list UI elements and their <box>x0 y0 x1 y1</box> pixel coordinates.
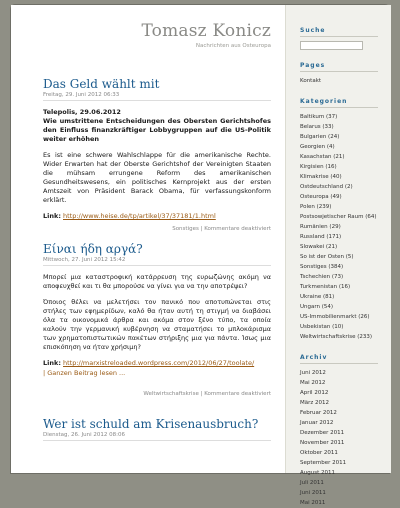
post-link-row <box>43 359 271 367</box>
post <box>11 417 285 441</box>
category-item-link[interactable]: Kasachstan (21) <box>300 154 345 160</box>
category-item[interactable] <box>300 162 391 172</box>
post-title[interactable]: Das Geld wählt mit <box>43 77 160 91</box>
category-item-link[interactable]: Belarus (33) <box>300 124 334 130</box>
category-item[interactable] <box>300 112 391 122</box>
category-item[interactable] <box>300 142 391 152</box>
category-item-link[interactable]: Slowakei (21) <box>300 244 338 250</box>
category-item-link[interactable]: So ist der Osten (5) <box>300 254 354 260</box>
archive-item[interactable] <box>300 498 391 508</box>
category-item[interactable] <box>300 182 391 192</box>
category-item[interactable] <box>300 292 391 302</box>
post-body: Es ist eine schwere Wahlschlappe für die amerikanische Rechte. Wider Erwarten hat der Oberste Gerichtshof der Vereinigten Staaten die mühsam errungene Reform des amerikanischen Gesundheitswesens, ein politisches Kernprojekt aus der ersten Amtszeit von Präsident Barack Obama, für verfassungskonform erklärt. <box>43 151 271 204</box>
full-post-row <box>43 369 271 377</box>
archive-item-link[interactable]: Januar 2012 <box>300 420 334 426</box>
category-item-link[interactable]: Klimakrise (40) <box>300 174 342 180</box>
category-item-link[interactable]: Baltikum (37) <box>300 114 338 120</box>
category-item[interactable] <box>300 282 391 292</box>
post-link[interactable]: http://marxistreloaded.wordpress.com/2012/06/27/toolate/ <box>63 359 255 367</box>
archive-item[interactable] <box>300 428 391 438</box>
category-item-link[interactable]: Sonstiges (384) <box>300 264 344 270</box>
category-item[interactable] <box>300 312 391 322</box>
archive-item[interactable] <box>300 488 391 498</box>
archive-item-link[interactable]: März 2012 <box>300 400 330 406</box>
site-header <box>11 5 285 65</box>
category-item-link[interactable]: Postsowjetischer Raum (64) <box>300 214 377 220</box>
category-item-link[interactable]: Ostdeutschland (2) <box>300 184 353 190</box>
search-heading: Suche <box>300 27 378 37</box>
site-title[interactable]: Tomasz Konicz <box>141 21 271 41</box>
post-lead-text: Telepolis, 29.06.2012 Wie umstrittene Entscheidungen des Obersten Gerichtshofes den Einfluss finanzkräftiger Lobbygruppen auf die US-Politik weiter erhöhen <box>43 108 271 143</box>
post-category-link[interactable]: Sonstiges <box>172 226 199 232</box>
category-item-link[interactable]: Bulgarien (24) <box>300 134 340 140</box>
category-item-link[interactable]: Weltwirtschaftskrise (233) <box>300 334 372 340</box>
meta-separator: | <box>200 226 203 232</box>
category-item[interactable] <box>300 132 391 142</box>
post-title[interactable]: Wer ist schuld am Krisenausbruch? <box>43 417 259 431</box>
post-link-label: Link: <box>43 212 61 220</box>
category-item[interactable] <box>300 172 391 182</box>
post-category-link[interactable]: Weltwirtschaftskrise <box>143 391 199 397</box>
archive-item[interactable] <box>300 378 391 388</box>
category-item-link[interactable]: Usbekistan (10) <box>300 324 344 330</box>
post-date: Freitag, 29. Juni 2012 06:33 <box>43 91 271 101</box>
archive-item[interactable] <box>300 458 391 468</box>
post-body: Όποιος θέλει να μελετήσει τον πανικό που αποτυπώνεται στις στήλες των εφημερίδων, καλό θα ήταν αυτή τη στιγμή να διαβάσει όλα τα οικονομικά άρθρα και ακόμα στον ξένο τύπο, τα οποία καλούν την γερμανική κυβέρνηση να σταματήσει το μπλοκάρισμα των χρηματοπιστωτικών πακέτων στήριξης μια για πάντα. Ίσως μια επισκόπηση να ήταν χρήσιμη? <box>43 298 271 351</box>
category-item[interactable] <box>300 232 391 242</box>
pages-list <box>300 76 391 86</box>
search-input[interactable] <box>300 41 363 50</box>
pages-heading: Pages <box>300 62 378 72</box>
archive-item-link[interactable]: November 2011 <box>300 440 345 446</box>
page-link-label[interactable]: Kontakt <box>300 78 322 84</box>
archive-item[interactable] <box>300 368 391 378</box>
archive-item[interactable] <box>300 448 391 458</box>
post <box>11 242 285 403</box>
category-item-link[interactable]: US-Immobilienmarkt (26) <box>300 314 370 320</box>
sidebar <box>285 5 391 506</box>
archive-item-link[interactable]: Dezember 2011 <box>300 430 345 436</box>
category-item[interactable] <box>300 302 391 312</box>
meta-separator: | <box>200 391 203 397</box>
category-item[interactable] <box>300 262 391 272</box>
read-more-link[interactable]: | Ganzen Beitrag lesen ... <box>43 369 126 377</box>
archive-item-link[interactable]: Mai 2012 <box>300 380 326 386</box>
archive-item[interactable] <box>300 438 391 448</box>
archive-item-link[interactable]: Juni 2011 <box>300 490 326 496</box>
category-item[interactable] <box>300 242 391 252</box>
category-item-link[interactable]: Osteuropa (49) <box>300 194 342 200</box>
post-lead <box>43 108 271 144</box>
archive-item-link[interactable]: September 2011 <box>300 460 347 466</box>
category-item-link[interactable]: Ukraine (81) <box>300 294 335 300</box>
category-item[interactable] <box>300 222 391 232</box>
category-item[interactable] <box>300 272 391 282</box>
post <box>11 77 285 238</box>
category-item[interactable] <box>300 212 391 222</box>
category-item-link[interactable]: Polen (239) <box>300 204 332 210</box>
post-lead: Μπορεί μια καταστροφική κατάρρευση της ευρωζώνης ακόμη να αποφευχθεί και τι θα μπορούσε να γίνει για να την αποτρέψει? <box>43 273 271 290</box>
category-item[interactable] <box>300 252 391 262</box>
post-link-label: Link: <box>43 359 61 367</box>
category-item[interactable] <box>300 192 391 202</box>
post-date: Mittwoch, 27. Juni 2012 15:42 <box>43 256 271 266</box>
archive-list <box>300 368 391 508</box>
site-subtitle: Nachrichten aus Osteuropa <box>195 43 271 49</box>
archive-item-link[interactable]: Februar 2012 <box>300 410 337 416</box>
category-item-link[interactable]: Rumänien (29) <box>300 224 341 230</box>
categories-list <box>300 112 391 342</box>
post-title[interactable]: Είναι ήδη αργά? <box>43 242 143 256</box>
category-item-link[interactable]: Russland (171) <box>300 234 342 240</box>
archive-heading: Archiv <box>300 354 378 364</box>
post-meta <box>43 391 271 403</box>
category-item-link[interactable]: Tschechien (73) <box>300 274 344 280</box>
archive-item[interactable] <box>300 398 391 408</box>
archive-item-link[interactable]: Juni 2012 <box>300 370 326 376</box>
page <box>10 4 390 506</box>
post-link[interactable]: http://www.heise.de/tp/artikel/37/37181/1.html <box>63 212 216 220</box>
archive-item[interactable] <box>300 418 391 428</box>
archive-item-link[interactable]: Mai 2011 <box>300 500 326 506</box>
category-item[interactable] <box>300 122 391 132</box>
category-item-link[interactable]: Georgien (4) <box>300 144 335 150</box>
archive-item[interactable] <box>300 408 391 418</box>
archive-item[interactable] <box>300 468 391 478</box>
categories-heading: Kategorien <box>300 98 378 108</box>
post-link-row <box>43 212 271 220</box>
archive-item[interactable] <box>300 388 391 398</box>
archive-item-link[interactable]: August 2011 <box>300 470 335 476</box>
archive-item[interactable] <box>300 478 391 488</box>
category-item[interactable] <box>300 202 391 212</box>
archive-item-link[interactable]: April 2012 <box>300 390 329 396</box>
page-link-kontakt[interactable] <box>300 76 391 86</box>
main-column <box>11 5 285 473</box>
archive-item-link[interactable]: Oktober 2011 <box>300 450 338 456</box>
category-item[interactable] <box>300 152 391 162</box>
post-meta <box>43 226 271 238</box>
category-item[interactable] <box>300 322 391 332</box>
category-item-link[interactable]: Kirgisien (16) <box>300 164 337 170</box>
category-item-link[interactable]: Ungarn (54) <box>300 304 334 310</box>
post-comments: Kommentare deaktiviert <box>204 391 271 397</box>
category-item[interactable] <box>300 332 391 342</box>
archive-item-link[interactable]: Juli 2011 <box>300 480 324 486</box>
post-comments: Kommentare deaktiviert <box>204 226 271 232</box>
post-date: Dienstag, 26. Juni 2012 08:06 <box>43 431 271 441</box>
category-item-link[interactable]: Turkmenistan (16) <box>300 284 351 290</box>
